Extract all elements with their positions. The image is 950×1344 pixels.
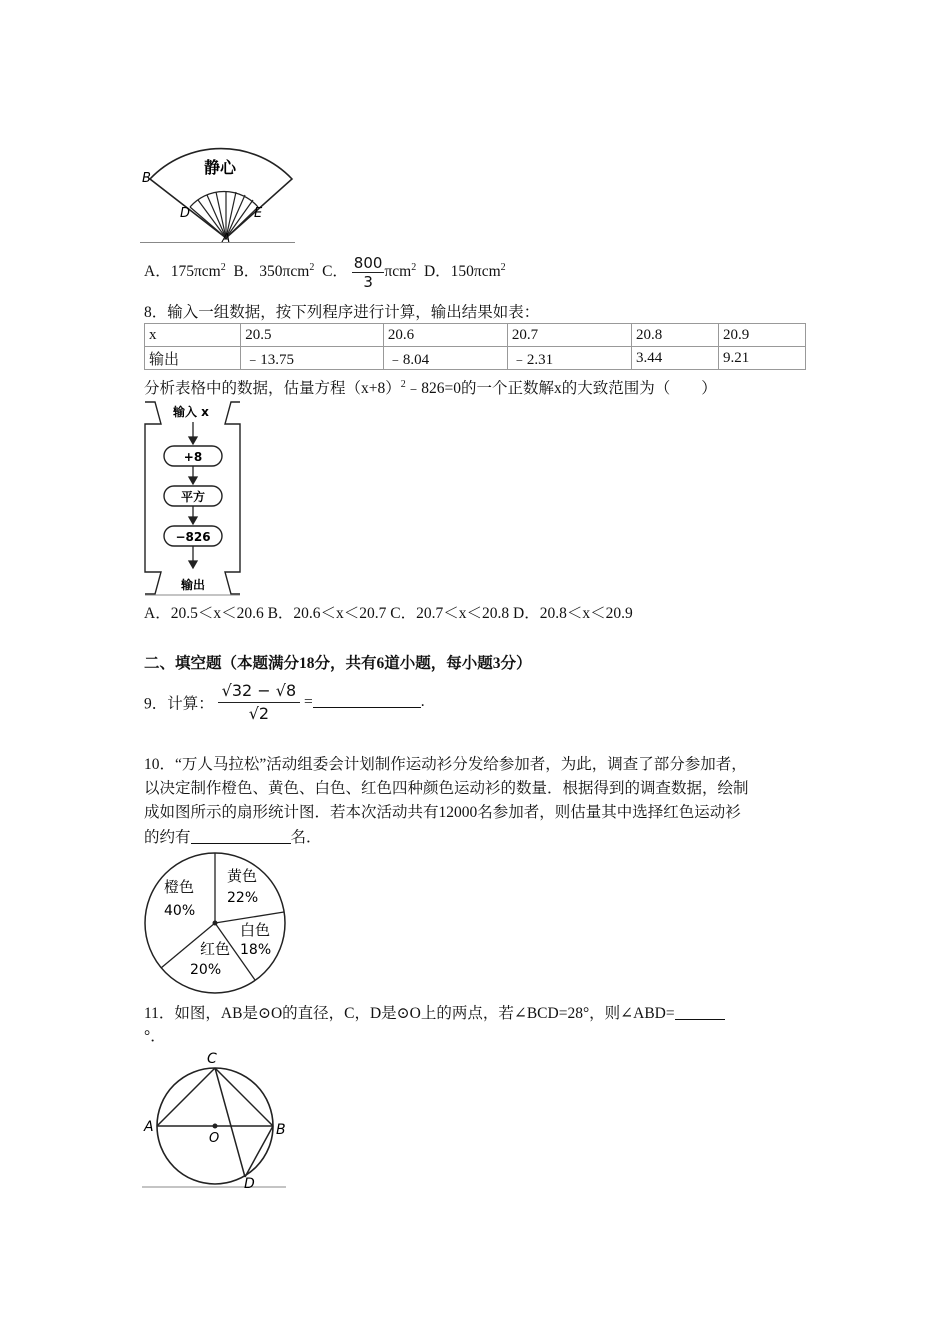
q10-line-4: 的约有 名． bbox=[144, 829, 322, 846]
point-b: B bbox=[276, 1122, 286, 1138]
point-c: C bbox=[207, 1051, 217, 1067]
q8-table bbox=[144, 323, 806, 370]
svg-text:−826: −826 bbox=[175, 530, 211, 544]
pie-label-orange: 橙色 bbox=[164, 878, 195, 896]
q8-analysis: 分析表格中的数据，估量方程$(x+8)^2﹣826=0$的一个正数解x的大致范围为（ ） bbox=[144, 379, 717, 397]
q10-answer-blank[interactable] bbox=[191, 829, 291, 844]
circle-figure bbox=[140, 1048, 290, 1190]
pie-label-red: 红色 bbox=[200, 940, 231, 958]
q11-stem: 11．如图，AB是⊙O的直径，C，D是⊙O上的两点，若∠BCD=28°，则∠ABD= bbox=[144, 1001, 725, 1023]
point-b: B bbox=[142, 171, 151, 186]
flow-input: 输入 x bbox=[173, 405, 209, 419]
q11-answer-blank[interactable] bbox=[675, 1005, 725, 1020]
q10-line-3: 成如图所示的扇形统计图．若本次活动共有12000名参加者，则估量其中选择红色运动衫 bbox=[144, 804, 741, 821]
table-row: 输出 ﹣13.75 ﹣8.04 ﹣2.31 3.44 9.21 bbox=[145, 347, 806, 370]
q7-option-a: A．175πcm bbox=[144, 263, 221, 281]
q7-options: A．175πcm$^2$ B．350πcm$^2$ C． $\frac{800}{3}$ πcm$^2$ D．150πcm$^2$ bbox=[144, 254, 506, 291]
svg-text:+8: +8 bbox=[183, 450, 203, 464]
fan-label: 静心 bbox=[204, 158, 237, 177]
section-heading: 二、填空题（本题满分18分，共有6道小题，每小题3分） bbox=[144, 655, 532, 672]
figure-underline bbox=[140, 242, 295, 243]
flow-output: 输出 bbox=[180, 578, 206, 592]
fan-inner-arc bbox=[190, 191, 258, 207]
q10-line-1: 10．“万人马拉松”活动组委会计划制作运动衫分发给参加者，为此，调查了部分参加者， bbox=[144, 756, 747, 773]
q10-line-2: 以决定制作橙色、黄色、白色、红色四种颜色运动衫的数量．根据得到的调查数据，绘制 bbox=[144, 780, 749, 797]
pie-pct-white: 18% bbox=[240, 942, 272, 958]
table-row: x 20.5 20.6 20.7 20.8 20.9 bbox=[145, 324, 806, 347]
pie-chart bbox=[142, 850, 290, 996]
pie-label-white: 白色 bbox=[240, 921, 271, 939]
q9-answer-blank[interactable] bbox=[313, 693, 421, 708]
q9-fraction: $\frac{√32 - √8}{√2}$ bbox=[218, 680, 301, 725]
svg-text:平方: 平方 bbox=[180, 490, 206, 504]
flowchart bbox=[143, 400, 243, 596]
q9: 9．计算： $\frac{√32 - √8}{√2}$ = . bbox=[144, 681, 425, 723]
point-d: D bbox=[180, 206, 191, 221]
pie-pct-orange: 40% bbox=[164, 903, 196, 919]
q8-options: A．20.5＜x＜20.6 B．20.6＜x＜20.7 C．20.7＜x＜20.8 D．20.8＜x＜20.9 bbox=[144, 605, 633, 622]
q7-option-c: C． bbox=[322, 263, 348, 281]
point-a: A bbox=[144, 1119, 154, 1135]
point-o: O bbox=[209, 1131, 220, 1146]
q7-option-d: D．150πcm bbox=[423, 263, 501, 281]
q11-end: °． bbox=[144, 1028, 166, 1045]
point-e: E bbox=[254, 206, 263, 221]
point-a: A bbox=[222, 231, 231, 244]
point-d: D bbox=[244, 1176, 255, 1190]
q8-stem: 8．输入一组数据，按下列程序进行计算，输出结果如表： bbox=[144, 304, 540, 321]
pie-pct-yellow: 22% bbox=[227, 890, 259, 906]
pie-pct-red: 20% bbox=[190, 962, 222, 978]
q7-option-b: B．350πcm bbox=[233, 263, 310, 281]
q7-fraction: $\frac{800}{3}$ bbox=[353, 254, 383, 291]
pie-label-yellow: 黄色 bbox=[227, 867, 258, 885]
fan-figure bbox=[140, 132, 300, 244]
